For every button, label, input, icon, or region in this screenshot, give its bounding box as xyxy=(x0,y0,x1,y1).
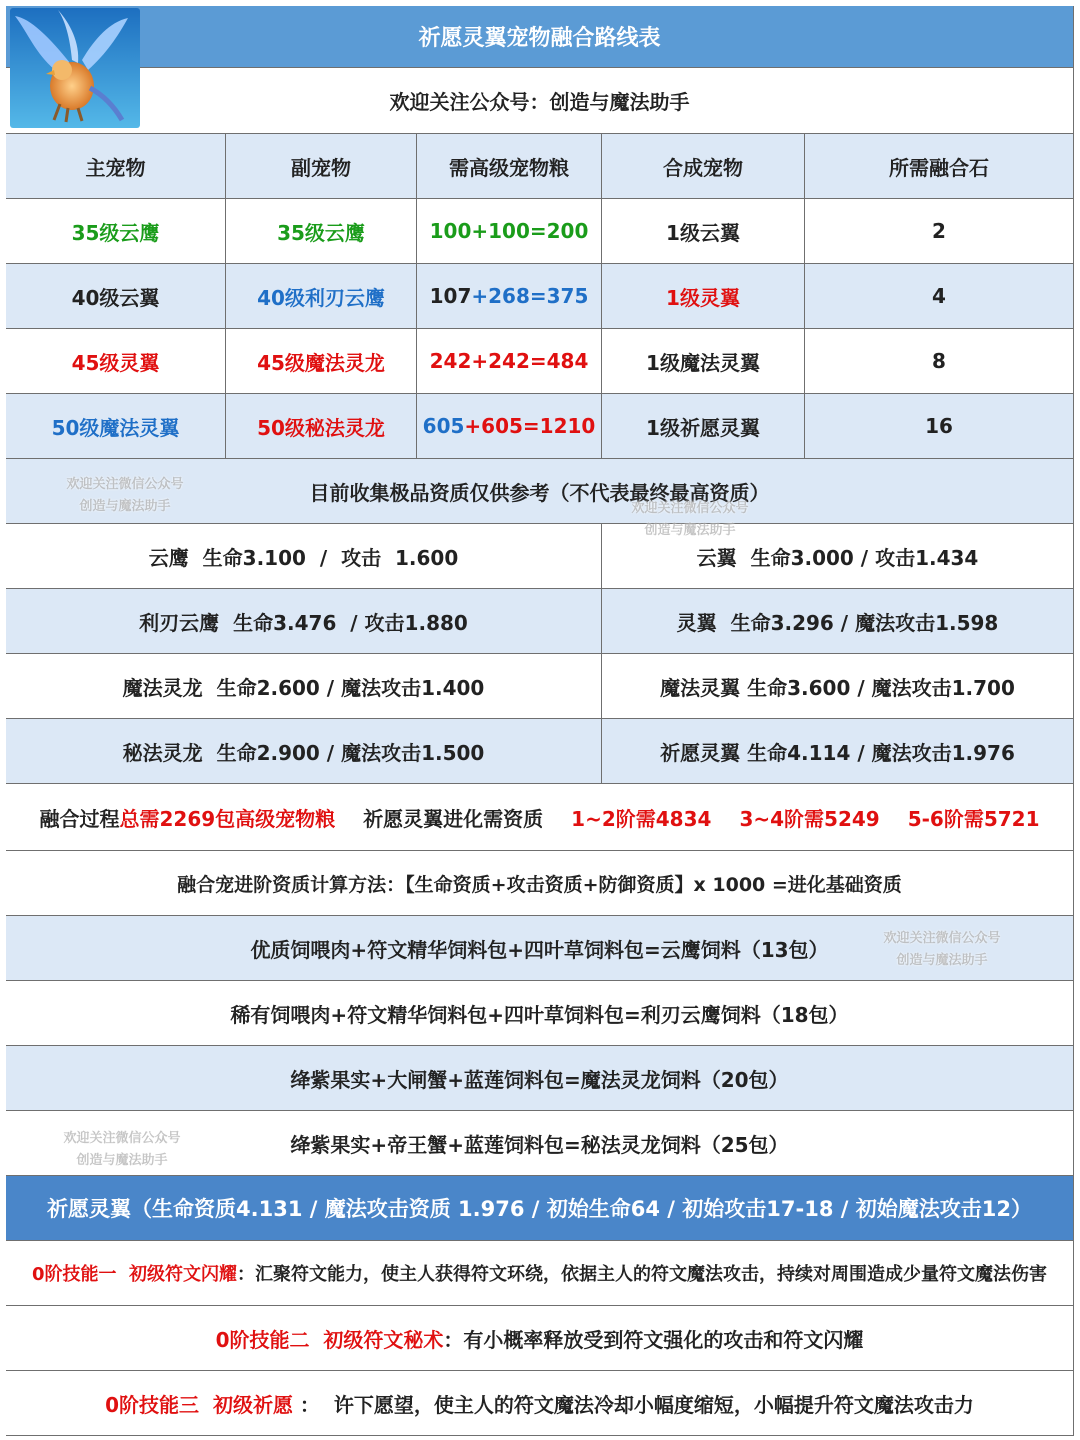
page-title xyxy=(6,6,1074,68)
table-row-4-main xyxy=(6,394,226,459)
quality-note xyxy=(6,459,1074,524)
cell-text: 45级灵翼 xyxy=(71,350,160,375)
col-header-result-text: 合成宠物 xyxy=(663,155,743,180)
food-b: +242 xyxy=(471,349,530,373)
process-label: 融合过程 xyxy=(39,806,120,831)
cell-text: 4 xyxy=(932,284,946,308)
skill-row-1 xyxy=(6,1241,1074,1306)
stat-text: 魔法灵翼 生命3.600 / 魔法攻击1.700 xyxy=(660,675,1015,700)
evolve-stage-1: 1~2阶需4834 xyxy=(571,806,712,831)
watermark-line: 创造与魔法助手 xyxy=(79,499,171,514)
col-header-stones-text: 所需融合石 xyxy=(889,155,989,180)
food-b: +268 xyxy=(471,284,530,308)
evolve-label: 祈愿灵翼进化需资质 xyxy=(363,806,544,831)
final-pet-text: 祈愿灵翼（生命资质4.131 / 魔法攻击资质 1.976 / 初始生命64 / 初始攻击17-18 / 初始魔法攻击12） xyxy=(47,1197,1032,1221)
feed-text: 优质饲喂肉+符文精华饲料包+四叶草饲料包=云鹰饲料（13包） xyxy=(250,937,829,962)
skill-tag: 0阶技能二 初级符文秘术 xyxy=(215,1327,444,1352)
cell-text: 1级魔法灵翼 xyxy=(646,350,760,375)
skill-desc: ：有小概率释放受到符文强化的攻击和符文闪耀 xyxy=(443,1327,864,1352)
skill-desc: ： 许下愿望，使主人的符文魔法冷却小幅度缩短，小幅提升符文魔法攻击力 xyxy=(292,1392,974,1417)
food-b: +605 xyxy=(464,414,523,438)
cell-text: 2 xyxy=(932,219,946,243)
col-header-food xyxy=(417,134,602,199)
watermark-line: 创造与魔法助手 xyxy=(644,523,736,538)
stats-row-4-left xyxy=(6,719,602,784)
skill-tag: 0阶技能一 初级符文闪耀 xyxy=(31,1264,238,1285)
food-a: 100 xyxy=(429,219,472,243)
table-row-4-result xyxy=(602,394,805,459)
skill-row-2 xyxy=(6,1306,1074,1371)
skill-row-3 xyxy=(6,1371,1074,1436)
quality-note-text: 目前收集极品资质仅供参考（不代表最终最高资质） xyxy=(309,480,770,505)
stats-row-2-right xyxy=(602,589,1074,654)
cell-text: 1级云翼 xyxy=(666,220,740,245)
fusion-process-row xyxy=(6,784,1074,851)
formula-text: 融合宠进阶资质计算方法：【生命资质+攻击资质+防御资质】x 1000 =进化基础资质 xyxy=(177,873,902,896)
cell-text: 40级云翼 xyxy=(71,285,160,310)
table-row-2-stones xyxy=(805,264,1074,329)
food-b: +100 xyxy=(471,219,530,243)
table-row-2-result xyxy=(602,264,805,329)
subtitle-row xyxy=(6,68,1074,134)
stat-text: 云鹰 生命3.100 / 攻击 1.600 xyxy=(148,545,459,570)
stat-text: 云翼 生命3.000 / 攻击1.434 xyxy=(696,545,979,570)
table-row-1-result xyxy=(602,199,805,264)
stats-row-4-right xyxy=(602,719,1074,784)
cell-text: 50级秘法灵龙 xyxy=(257,415,385,440)
cell-text: 1级祈愿灵翼 xyxy=(646,415,760,440)
food-c: =200 xyxy=(529,219,589,243)
col-header-main xyxy=(6,134,226,199)
stat-text: 魔法灵龙 生命2.600 / 魔法攻击1.400 xyxy=(122,675,485,700)
table-row-4-food xyxy=(417,394,602,459)
cell-text: 40级利刃云鹰 xyxy=(257,285,385,310)
cell-text: 35级云鹰 xyxy=(71,220,160,245)
stat-text: 利刃云鹰 生命3.476 / 攻击1.880 xyxy=(139,610,468,635)
table-row-3-stones xyxy=(805,329,1074,394)
col-header-main-text: 主宠物 xyxy=(85,155,146,180)
process-total: 总需2269包高级宠物粮 xyxy=(119,806,336,831)
food-c: =375 xyxy=(529,284,589,308)
evolve-stage-3: 5-6阶需5721 xyxy=(907,806,1040,831)
col-header-result xyxy=(602,134,805,199)
subtitle-text: 欢迎关注公众号：创造与魔法助手 xyxy=(389,90,690,114)
cell-text: 45级魔法灵龙 xyxy=(257,350,385,375)
table-row-2-sub xyxy=(226,264,417,329)
table-row-1-sub xyxy=(226,199,417,264)
watermark-line: 欢迎关注微信公众号 xyxy=(66,477,184,492)
watermark-line: 欢迎关注微信公众号 xyxy=(883,931,1001,946)
table-row-3-sub xyxy=(226,329,417,394)
winged-pet-icon xyxy=(10,8,140,128)
cell-text: 8 xyxy=(932,349,946,373)
cell-text: 16 xyxy=(925,414,953,438)
skill-tag: 0阶技能三 初级祈愿 xyxy=(105,1392,293,1417)
final-pet-band xyxy=(6,1176,1074,1241)
feed-text: 绛紫果实+大闸蟹+蓝莲饲料包=魔法灵龙饲料（20包） xyxy=(290,1067,789,1092)
feed-row-3 xyxy=(6,1046,1074,1111)
food-c: =484 xyxy=(529,349,589,373)
stat-text: 秘法灵龙 生命2.900 / 魔法攻击1.500 xyxy=(122,740,485,765)
table-row-2-main xyxy=(6,264,226,329)
table-row-4-stones xyxy=(805,394,1074,459)
table-row-1-food xyxy=(417,199,602,264)
feed-row-4 xyxy=(6,1111,1074,1176)
cell-text: 1级灵翼 xyxy=(666,285,740,310)
page-title-text: 祈愿灵翼宠物融合路线表 xyxy=(418,26,661,51)
watermark-line: 创造与魔法助手 xyxy=(76,1153,168,1168)
stats-row-2-left xyxy=(6,589,602,654)
watermark-line: 欢迎关注微信公众号 xyxy=(63,1131,181,1146)
food-a: 605 xyxy=(422,414,465,438)
table-row-3-result xyxy=(602,329,805,394)
table-row-3-main xyxy=(6,329,226,394)
stats-row-1-right xyxy=(602,524,1074,589)
col-header-stones xyxy=(805,134,1074,199)
table-row-4-sub xyxy=(226,394,417,459)
stats-row-1-left xyxy=(6,524,602,589)
food-a: 107 xyxy=(429,284,472,308)
watermark-line: 欢迎关注微信公众号 xyxy=(631,501,749,516)
food-c: =1210 xyxy=(522,414,596,438)
evolve-stage-2: 3~4阶需5249 xyxy=(739,806,880,831)
stats-row-3-right xyxy=(602,654,1074,719)
watermark-line: 创造与魔法助手 xyxy=(896,953,988,968)
feed-text: 绛紫果实+帝王蟹+蓝莲饲料包=秘法灵龙饲料（25包） xyxy=(290,1132,789,1157)
col-header-sub-text: 副宠物 xyxy=(291,155,351,180)
formula-row xyxy=(6,851,1074,916)
cell-text: 50级魔法灵翼 xyxy=(51,415,180,440)
col-header-food-text: 需高级宠物粮 xyxy=(449,155,569,180)
table-row-1-main xyxy=(6,199,226,264)
table-row-2-food xyxy=(417,264,602,329)
stats-row-3-left xyxy=(6,654,602,719)
stat-text: 祈愿灵翼 生命4.114 / 魔法攻击1.976 xyxy=(660,740,1015,765)
skill-desc: ：汇聚符文能力，使主人获得符文环绕，依据主人的符文魔法攻击，持续对周围造成少量符文魔法伤害 xyxy=(237,1264,1048,1285)
table-row-1-stones xyxy=(805,199,1074,264)
feed-row-2 xyxy=(6,981,1074,1046)
stat-text: 灵翼 生命3.296 / 魔法攻击1.598 xyxy=(676,610,999,635)
col-header-sub xyxy=(226,134,417,199)
feed-row-1 xyxy=(6,916,1074,981)
table-row-3-food xyxy=(417,329,602,394)
food-a: 242 xyxy=(429,349,472,373)
cell-text: 35级云鹰 xyxy=(277,220,365,245)
feed-text: 稀有饲喂肉+符文精华饲料包+四叶草饲料包=利刃云鹰饲料（18包） xyxy=(230,1002,849,1027)
